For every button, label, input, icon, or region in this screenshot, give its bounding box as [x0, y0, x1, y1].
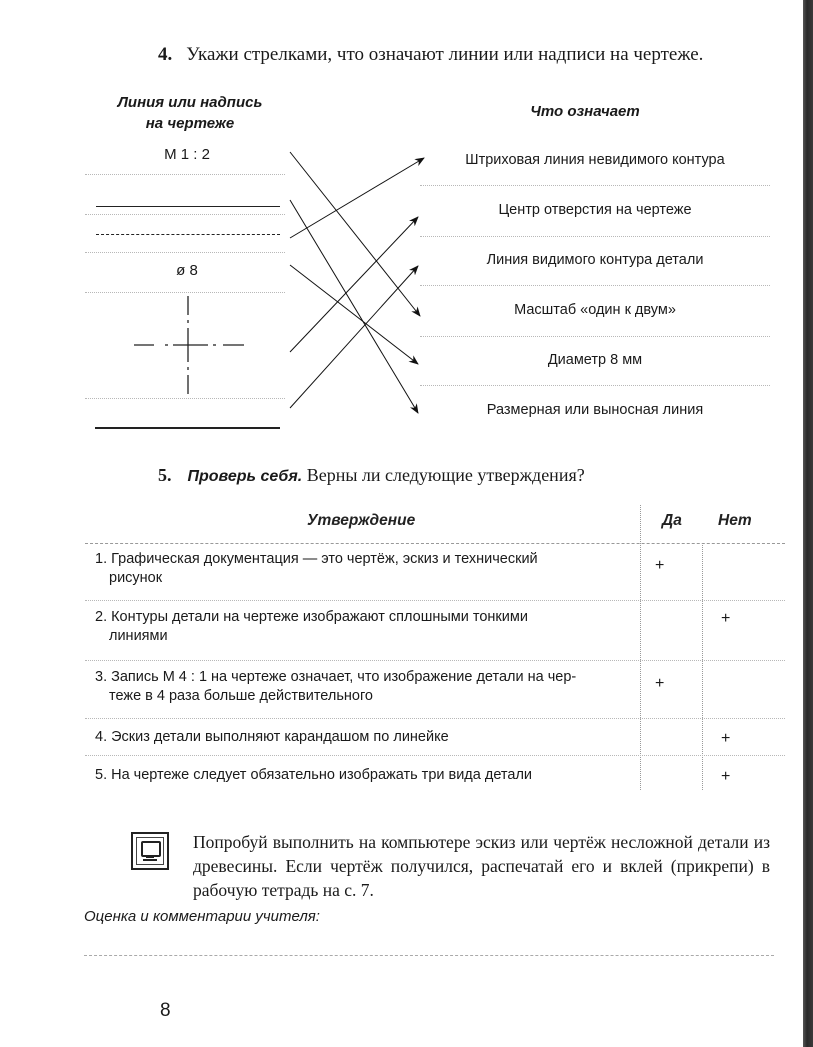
- task5-number: 5.: [158, 465, 172, 485]
- row-divider: [85, 600, 785, 601]
- answer-arrow: [290, 217, 418, 352]
- table-row: [95, 728, 635, 747]
- statement-line1: [95, 728, 635, 747]
- right-item: Масштаб «один к двум»: [514, 302, 676, 318]
- statement-number: 3.: [95, 669, 108, 685]
- statement-line1: [95, 550, 635, 569]
- answer-arrow: [290, 266, 418, 408]
- statement-text: Контуры детали на чертеже изображают сплошными тонкими: [111, 609, 528, 625]
- row-divider: [85, 660, 785, 661]
- table-row: [95, 608, 635, 646]
- teacher-comment-line: [84, 955, 774, 956]
- header-statement: Утверждение: [307, 512, 416, 529]
- page-number: 8: [160, 1000, 171, 1021]
- right-item: Линия видимого контура детали: [486, 252, 704, 268]
- statement-number: 4.: [95, 729, 108, 745]
- statement-number: 5.: [95, 767, 108, 783]
- left-item-diameter: ø 8: [176, 262, 198, 279]
- statement-number: 1.: [95, 551, 108, 567]
- statement-line2: рисунок: [109, 570, 163, 586]
- statement-line2: теже в 4 раза больше действительного: [109, 688, 373, 704]
- yes-mark[interactable]: +: [655, 557, 665, 574]
- left-header-line1: Линия или надпись: [117, 94, 263, 111]
- no-mark[interactable]: +: [721, 768, 731, 785]
- row-divider: [85, 718, 785, 719]
- statement-text: Запись М 4 : 1 на чертеже означает, что изображение детали на чер-: [111, 669, 577, 685]
- teacher-comment-label: Оценка и комментарии учителя:: [84, 908, 320, 925]
- task4-text: Укажи стрелками, что означают линии или надписи на чертеже.: [186, 44, 704, 65]
- statement-number: 2.: [95, 609, 108, 625]
- statement-text: Эскиз детали выполняют карандашом по линейке: [111, 729, 449, 745]
- statement-line1: [95, 608, 635, 627]
- column-divider: [702, 543, 703, 790]
- statement-line2: линиями: [109, 628, 168, 644]
- left-item-scale: М 1 : 2: [164, 146, 210, 163]
- task5-lead: Проверь себя.: [187, 468, 303, 485]
- table-row: [95, 668, 635, 706]
- task4-right-header: Что означает: [530, 103, 640, 120]
- answer-arrow: [290, 158, 424, 238]
- row-divider: [85, 755, 785, 756]
- no-mark[interactable]: +: [721, 730, 731, 747]
- computer-task-text: Попробуй выполнить на компьютере эскиз или чертёж несложной детали из древесины. Если чертёж получился, распечатай его и вклей (прикрепи) в рабочую тетрадь на с. 7.: [193, 832, 770, 900]
- right-item: Штриховая линия невидимого контура: [465, 152, 725, 168]
- statement-text: Графическая документация — это чертёж, эскиз и технический: [111, 551, 538, 567]
- right-item: Центр отверстия на чертеже: [498, 202, 692, 218]
- answer-arrows: [0, 0, 813, 460]
- yes-mark[interactable]: +: [655, 675, 665, 692]
- table-row: [95, 550, 635, 588]
- answer-arrow: [290, 152, 420, 316]
- header-divider: [85, 543, 785, 544]
- no-mark[interactable]: +: [721, 610, 731, 627]
- header-yes: Да: [662, 512, 682, 529]
- task4-number: 4.: [158, 44, 173, 65]
- statement-line1: [95, 766, 635, 785]
- table-row: [95, 766, 635, 785]
- computer-monitor-icon: [131, 832, 169, 870]
- left-header-line2: на чертеже: [145, 115, 235, 132]
- statement-line1: [95, 668, 635, 687]
- column-divider: [640, 505, 641, 790]
- task5-text: Верны ли следующие утверждения?: [306, 465, 585, 485]
- answer-arrow: [290, 265, 418, 364]
- header-no: Нет: [718, 512, 752, 529]
- right-item: Размерная или выносная линия: [486, 402, 704, 418]
- right-item: Диаметр 8 мм: [547, 352, 643, 368]
- task5-title: [158, 465, 585, 486]
- statement-text: На чертеже следует обязательно изображать три вида детали: [111, 767, 533, 783]
